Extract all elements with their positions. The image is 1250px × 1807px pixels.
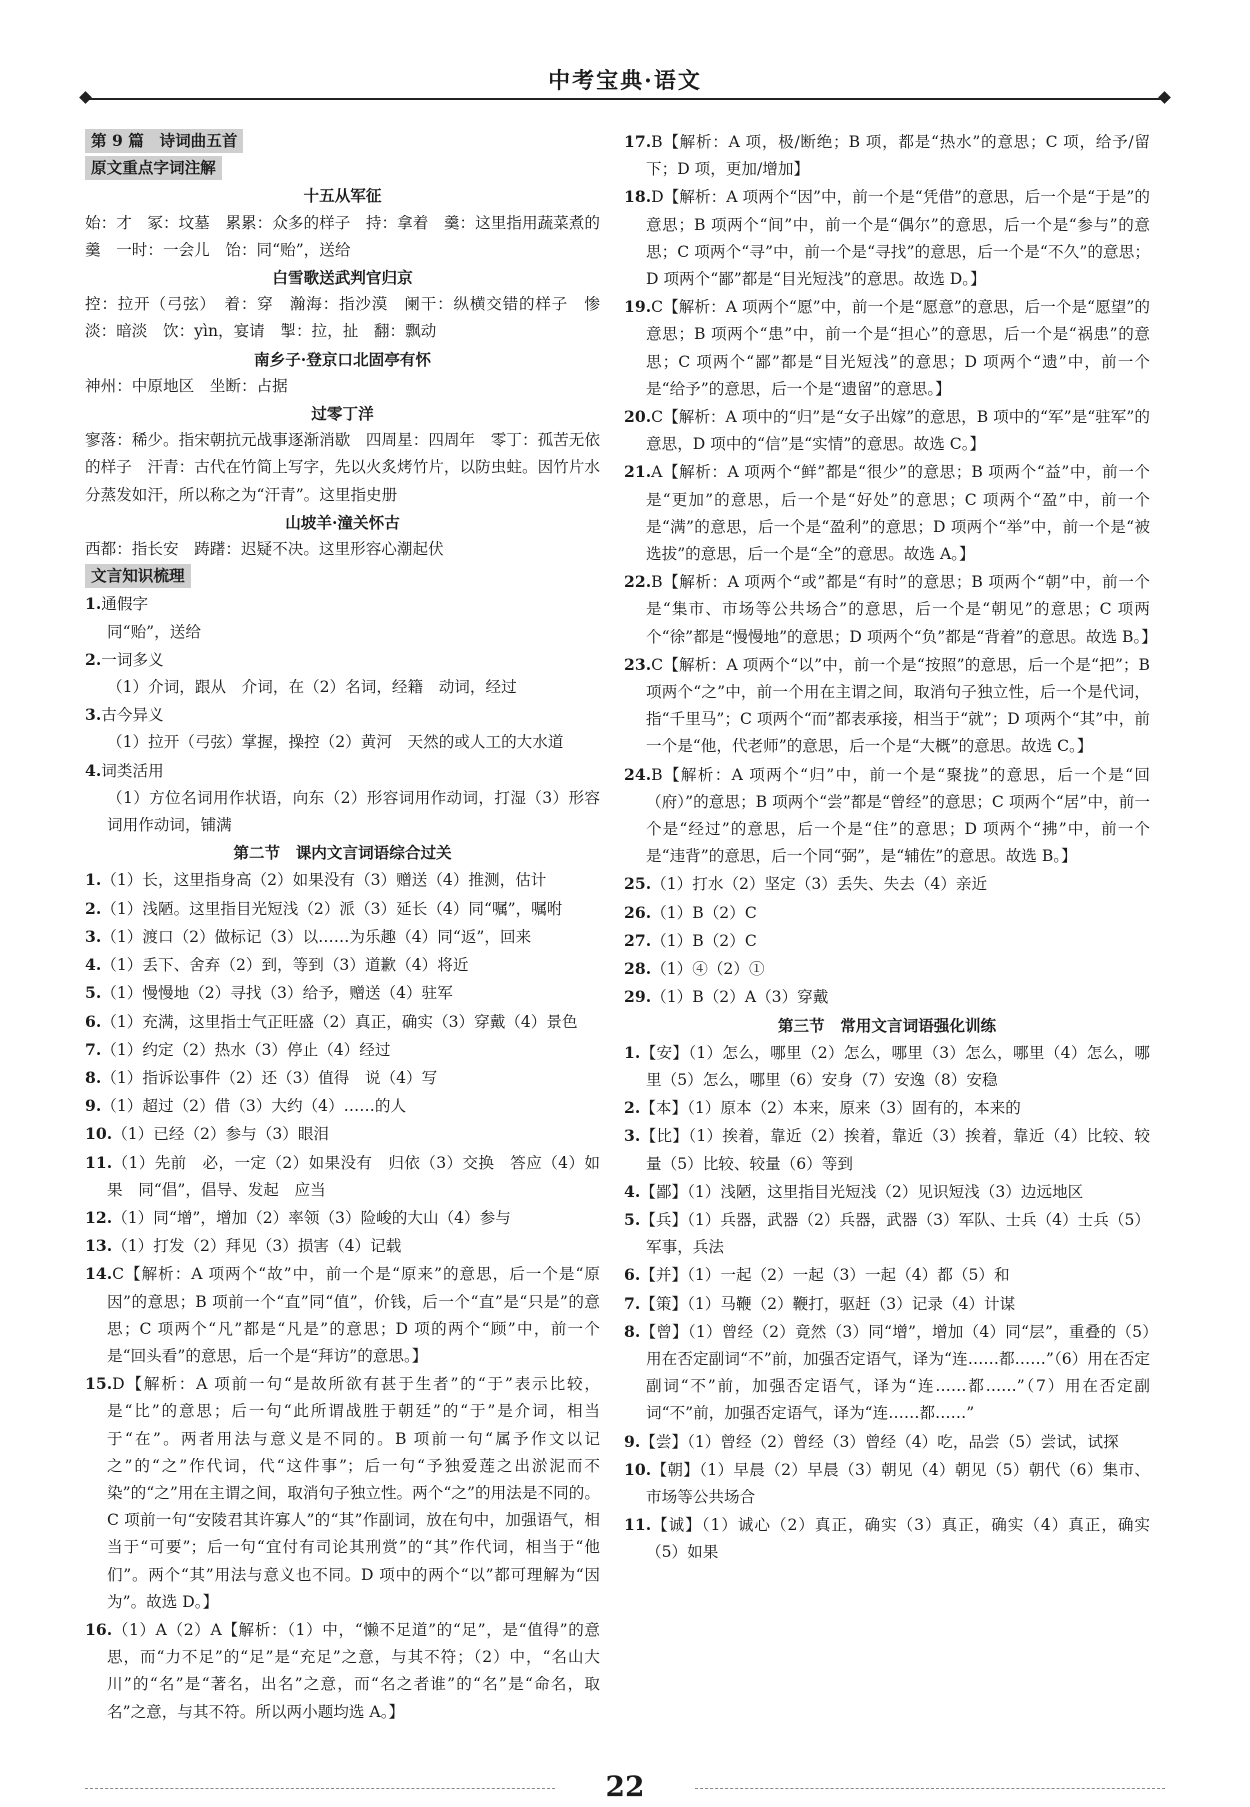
header-title: 中考宝典·语文 <box>548 68 702 94</box>
item-number: 20. <box>624 407 652 427</box>
subsection-title: 十五从军征 <box>303 186 382 206</box>
answer-detail: （1）介词，跟从 介词，在（2）名词，经籍 动词，经过 <box>107 678 517 697</box>
answer-item <box>85 951 600 979</box>
item-number: 10. <box>624 1459 652 1479</box>
answer-item <box>85 1616 600 1726</box>
item-text: （1）A（2）A【解析：（1）中，“懒不足道”的“足”，是“值得”的意思，而“力不足”的“足”是“充足”之意，与其不符；（2）中，“名山大川”的“名”是“著名，出名”之意，而“名之者谁”的“名”是“命名，取名”之意，与其不符。所以两小题均选 A。】 <box>107 1620 600 1721</box>
item-number: 7. <box>624 1293 641 1313</box>
item-number: 9. <box>85 1096 102 1116</box>
item-text: （1）长，这里指身高（2）如果没有（3）赠送（4）推测，估计 <box>101 871 547 890</box>
answer-item <box>624 651 1150 761</box>
subsection-title: 南乡子·登京口北固亭有怀 <box>254 349 431 369</box>
item-text: 【并】（1）一起（2）一起（3）一起（4）都（5）和 <box>640 1266 1010 1285</box>
item-number: 11. <box>85 1152 113 1172</box>
annotation-paragraph: 寥落：稀少。指宋朝抗元战事逐渐消歇 四周星：四周年 零丁：孤苦无依的样子 汗青：古代在竹简上写字，先以火炙烤竹片，以防虫蛀。因竹片水分蒸发如汗，所以称之为“汗青”。这里指史册 <box>85 431 600 504</box>
answer-item <box>624 183 1150 293</box>
annotation-paragraph: 西都：指长安 踌躇：迟疑不决。这里形容心潮起伏 <box>85 540 444 559</box>
subsection-title: 山坡羊·潼关怀古 <box>285 512 400 532</box>
annotation-paragraph: 控：拉开（弓弦） 着：穿 瀚海：指沙漠 阑干：纵横交错的样子 惨淡：暗淡 饮：yìn，宴请 掣：拉，扯 翻：飘动 <box>85 295 600 341</box>
item-number: 8. <box>624 1321 641 1341</box>
item-text: 【安】（1）怎么，哪里（2）怎么，哪里（3）怎么，哪里（4）怎么，哪里（5）怎么，哪里（6）安身（7）安逸（8）安稳 <box>640 1043 1150 1089</box>
item-number: 23. <box>624 654 652 674</box>
answer-item <box>624 1206 1150 1261</box>
answer-item <box>624 128 1150 183</box>
item-text: （1）打发（2）拜见（3）损害（4）记载 <box>112 1237 402 1256</box>
answer-item <box>624 1094 1150 1122</box>
answer-item <box>624 899 1150 927</box>
item-text: 【诚】（1）诚心（2）真正，确实（3）真正，确实（4）真正，确实（5）如果 <box>646 1516 1150 1562</box>
subsection-title: 第三节 常用文言词语强化训练 <box>777 1015 997 1035</box>
item-number: 6. <box>624 1265 641 1285</box>
item-text: D【解析：A 项前一句“是故所欲有甚于生者”的“于”表示比较，是“比”的意思；后一句“此所谓战胜于朝廷”的“于”是介词，相当于“在”。两者用法与意义是不同的。B 项前一句“属予作文以记之”的“之”作代词，代“这件事”；后一句“予独爱莲之出淤泥而不染”的“之”用在主谓之间，取消句子独立性。两个“之”的用法是不同的。C 项前一句“安陵君其许寡人”的“其”作副词，放在句中，加强语气，相当于“可要”；后一句“宜付有司论其刑赏”的“其”作代词，相当于“他们”。两个“其”用法与意义也不同。D 项中的两个“以”都可理解为“因为”。故选 D。】 <box>107 1375 600 1611</box>
item-text: C【解析：A 项两个“愿”中，前一个是“愿意”的意思，后一个是“愿望”的意思；B 项两个“患”中，前一个是“担心”的意思，后一个是“祸患”的意思；C 项两个“鄙”都是“目光短浅”的意思；D 项两个“遗”中，前一个是“给予”的意思，后一个是“遗留”的意思。】 <box>646 298 1150 398</box>
item-text: （1）约定（2）热水（3）停止（4）经过 <box>101 1040 391 1059</box>
answer-item <box>85 1232 600 1260</box>
section-heading-row <box>85 563 600 590</box>
item-text: 【本】（1）原本（2）本来，原来（3）固有的，本来的 <box>640 1099 1021 1118</box>
answer-item <box>85 646 600 674</box>
item-number: 15. <box>85 1374 113 1394</box>
answer-detail: 同“贻”，送给 <box>107 622 201 641</box>
answer-item <box>624 927 1150 955</box>
answer-item <box>624 1261 1150 1289</box>
item-text: （1）超过（2）借（3）大约（4）……的人 <box>101 1097 407 1116</box>
item-number: 9. <box>624 1431 641 1451</box>
item-number: 3. <box>624 1126 641 1146</box>
item-text: 古今异义 <box>101 706 164 725</box>
item-number: 27. <box>624 930 652 950</box>
item-text: A【解析：A 项两个“鲜”都是“很少”的意思；B 项两个“益”中，前一个是“更加”的意思，后一个是“好处”的意思；C 项两个“盈”中，前一个是“满”的意思，后一个是“盈利”的意思；D 项两个“举”中，前一个是“被选拔”的意思，后一个是“全”的意思。故选 A。】 <box>646 463 1150 564</box>
section-heading-row <box>85 155 600 182</box>
item-text: 【朝】（1）早晨（2）早晨（3）朝见（4）朝见（5）朝代（6）集市、市场等公共场合 <box>646 1460 1150 1506</box>
item-text: （1）打水（2）坚定（3）丢失、失去（4）亲近 <box>651 875 988 894</box>
answer-detail: （1）拉开（弓弦）掌握，操控（2）黄河 天然的或人工的大水道 <box>107 733 564 752</box>
answer-item <box>85 1149 600 1204</box>
answer-item <box>85 923 600 951</box>
page-number: 22 <box>605 1770 645 1803</box>
annotation-paragraph: 神州：中原地区 坐断：占据 <box>85 376 288 395</box>
item-text: （1）渡口（2）做标记（3）以……为乐趣（4）同“返”，回来 <box>101 927 532 946</box>
item-number: 17. <box>624 132 652 151</box>
item-number: 12. <box>85 1207 113 1227</box>
answer-item <box>85 757 600 785</box>
item-text: （1）B（2）C <box>651 903 757 922</box>
answer-item <box>624 1318 1150 1428</box>
footer-rule-right <box>695 1788 1165 1789</box>
item-number: 2. <box>85 649 102 669</box>
item-number: 2. <box>624 1098 641 1118</box>
item-text: （1）浅陋。这里指目光短浅（2）派（3）延长（4）同“嘱”，嘱咐 <box>101 899 563 918</box>
item-number: 1. <box>85 870 102 890</box>
item-number: 29. <box>624 987 652 1007</box>
item-text: 【曾】（1）曾经（2）竟然（3）同“增”，增加（4）同“层”，重叠的（5）用在否定副词“不”前，加强否定语气，译为“连……都……”（6）用在否定副词“不”前，加强否定语气，译为“连……都……”（7）用在否定副词“不”前，加强否定语气，译为“连……都……” <box>640 1322 1150 1423</box>
right-column <box>624 128 1157 1567</box>
item-text: C【解析：A 项中的“归”是“女子出嫁”的意思，B 项中的“军”是“驻军”的意思，D 项中的“信”是“实情”的意思。故选 C。】 <box>646 408 1150 454</box>
subsection-title: 过零丁洋 <box>311 404 374 424</box>
subsection-title: 第二节 课内文言词语综合过关 <box>233 843 452 863</box>
answer-item <box>624 293 1150 403</box>
annotation-paragraph: 始：才 冢：坟墓 累累：众多的样子 持：拿着 羹：这里指用蔬菜煮的羹 一时：一会儿 饴：同“贻”，送给 <box>85 213 600 259</box>
item-text: （1）指诉讼事件（2）还（3）值得 说（4）写 <box>101 1068 438 1087</box>
answer-item <box>624 1456 1150 1511</box>
answer-detail: （1）方位名词用作状语，向东（2）形容词用作动词，打湿（3）形容词用作动词，铺满 <box>107 788 600 835</box>
answer-item <box>624 403 1150 458</box>
answer-item <box>85 1008 600 1036</box>
item-number: 11. <box>624 1515 652 1535</box>
answer-item <box>624 458 1150 568</box>
item-text: B【解析：A 项两个“或”都是“有时”的意思；B 项两个“朝”中，前一个是“集市、市场等公共场合”的意思，后一个是“朝见”的意思；C 项两个“徐”都是“慢慢地”的意思；D 项两个“负”都是“背着”的意思。故选 B。】 <box>646 573 1157 646</box>
item-number: 3. <box>85 926 102 946</box>
item-text: D【解析：A 项两个“因”中，前一个是“凭借”的意思，后一个是“于是”的意思；B 项两个“间”中，前一个是“偶尔”的意思，后一个是“参与”的意思；C 项两个“寻”中，前一个是“寻找”的意思，后一个是“不久”的意思；D 项两个“鄙”都是“目光短浅”的意思。故选 D。】 <box>646 188 1150 289</box>
answer-item <box>85 895 600 923</box>
answer-item <box>85 590 600 618</box>
item-number: 21. <box>624 462 652 482</box>
answer-item <box>624 1039 1150 1094</box>
item-text: 【策】（1）马鞭（2）鞭打，驱赶（3）记录（4）计谋 <box>640 1294 1016 1313</box>
item-text: 【比】（1）挨着，靠近（2）挨着，靠近（3）挨着，靠近（4）比较、较量（5）比较、较量（6）等到 <box>640 1127 1150 1173</box>
answer-item <box>624 1122 1150 1177</box>
item-text: B【解析：A 项两个“归”中，前一个是“聚拢”的意思，后一个是“回（府）”的意思；B 项两个“尝”都是“曾经”的意思；C 项两个“居”中，前一个是“经过”的意思，后一个是“住”的意思；D 项两个“拂”中，前一个是“违背”的意思，后一个同“弼”，是“辅佐”的意思。故选 B。】 <box>646 765 1150 866</box>
answer-item <box>624 955 1150 983</box>
item-number: 2. <box>85 898 102 918</box>
item-text: （1）同“增”，增加（2）率领（3）险峻的大山（4）参与 <box>112 1208 511 1227</box>
item-text: 【鄙】（1）浅陋，这里指目光短浅（2）见识短浅（3）边远地区 <box>640 1182 1084 1201</box>
answer-item <box>624 983 1150 1011</box>
item-text: B【解析：A 项，极/断绝；B 项，都是“热水”的意思；C 项，给予/留下；D 项，更加/增加】 <box>646 133 1150 179</box>
item-number: 3. <box>85 705 102 725</box>
item-number: 10. <box>85 1124 113 1144</box>
answer-item <box>85 1260 600 1370</box>
page-footer <box>85 1770 1165 1804</box>
item-text: （1）丢下、舍弃（2）到，等到（3）道歉（4）将近 <box>101 956 469 975</box>
item-number: 5. <box>624 1209 641 1229</box>
item-number: 19. <box>624 297 652 317</box>
item-number: 7. <box>85 1039 102 1059</box>
section-heading: 文言知识梳理 <box>85 564 191 588</box>
answer-item <box>624 761 1150 871</box>
item-number: 4. <box>624 1181 641 1201</box>
item-text: （1）慢慢地（2）寻找（3）给予，赠送（4）驻军 <box>101 984 453 1003</box>
answer-item <box>624 568 1157 651</box>
answer-item <box>85 1092 600 1120</box>
header-rule <box>85 98 1165 100</box>
answer-item <box>624 1428 1150 1456</box>
answer-item <box>624 870 1150 898</box>
item-number: 4. <box>85 760 102 780</box>
answer-item <box>85 1370 600 1616</box>
answer-item <box>624 1290 1150 1318</box>
item-text: 【兵】（1）兵器，武器（2）兵器，武器（3）军队、士兵（4）士兵（5）军事，兵法 <box>640 1210 1150 1257</box>
item-text: 词类活用 <box>101 761 164 780</box>
section-heading: 原文重点字词注解 <box>85 156 222 180</box>
item-number: 22. <box>624 572 652 592</box>
item-number: 18. <box>624 187 652 207</box>
section-heading-row <box>85 128 600 155</box>
answer-item <box>85 979 600 1007</box>
answer-item <box>85 1064 600 1092</box>
item-text: 【尝】（1）曾经（2）曾经（3）曾经（4）吃，品尝（5）尝试，试探 <box>640 1432 1119 1451</box>
answer-item <box>85 1204 600 1232</box>
item-number: 1. <box>624 1042 641 1062</box>
item-text: （1）先前 必，一定（2）如果没有 归依（3）交换 答应（4）如果 同“倡”，倡导、发起 应当 <box>107 1153 600 1199</box>
item-number: 28. <box>624 959 652 979</box>
answer-item <box>85 1120 600 1148</box>
item-text: （1）④（2）① <box>651 960 765 979</box>
answer-item <box>85 866 600 894</box>
item-number: 13. <box>85 1236 113 1256</box>
item-number: 24. <box>624 764 652 784</box>
item-number: 14. <box>85 1264 113 1284</box>
item-number: 6. <box>85 1011 102 1031</box>
item-number: 4. <box>85 955 102 975</box>
page-header <box>85 58 1165 104</box>
item-text: （1）已经（2）参与（3）眼泪 <box>112 1125 330 1144</box>
item-number: 5. <box>85 983 102 1003</box>
item-text: （1）B（2）C <box>651 931 757 950</box>
item-number: 1. <box>85 594 102 614</box>
item-text: （1）充满，这里指士气正旺盛（2）真正，确实（3）穿戴（4）景色 <box>101 1012 578 1031</box>
item-text: C【解析：A 项两个“以”中，前一个是“按照”的意思，后一个是“把”；B 项两个“之”中，前一个用在主谓之间，取消句子独立性，后一个是代词，指“千里马”；C 项两个“而”都表承接，相当于“就”；D 项两个“其”中，前一个是“他，代老师”的意思，后一个是“大概”的意思。故选 C。】 <box>646 655 1150 756</box>
item-number: 16. <box>85 1619 113 1639</box>
subsection-title: 白雪歌送武判官归京 <box>272 268 413 288</box>
section-heading: 第 9 篇 诗词曲五首 <box>85 129 243 153</box>
item-text: （1）B（2）A（3）穿戴 <box>651 988 829 1007</box>
answer-item <box>85 701 600 729</box>
item-text: 通假字 <box>101 595 149 614</box>
answer-item <box>85 1036 600 1064</box>
left-column <box>85 128 600 1726</box>
answer-item <box>624 1511 1150 1566</box>
footer-rule-left <box>85 1788 555 1789</box>
answer-item <box>624 1178 1150 1206</box>
item-number: 8. <box>85 1067 102 1087</box>
item-number: 26. <box>624 902 652 922</box>
item-text: C【解析：A 项两个“故”中，前一个是“原来”的意思，后一个是“原因”的意思；B 项前一个“直”同“值”，价钱，后一个“直”是“只是”的意思；C 项两个“凡”都是“凡是”的意思；D 项的两个“顾”中，前一个是“回头看”的意思，后一个是“拜访”的意思。】 <box>107 1265 600 1365</box>
item-text: 一词多义 <box>101 650 164 669</box>
item-number: 25. <box>624 874 652 894</box>
